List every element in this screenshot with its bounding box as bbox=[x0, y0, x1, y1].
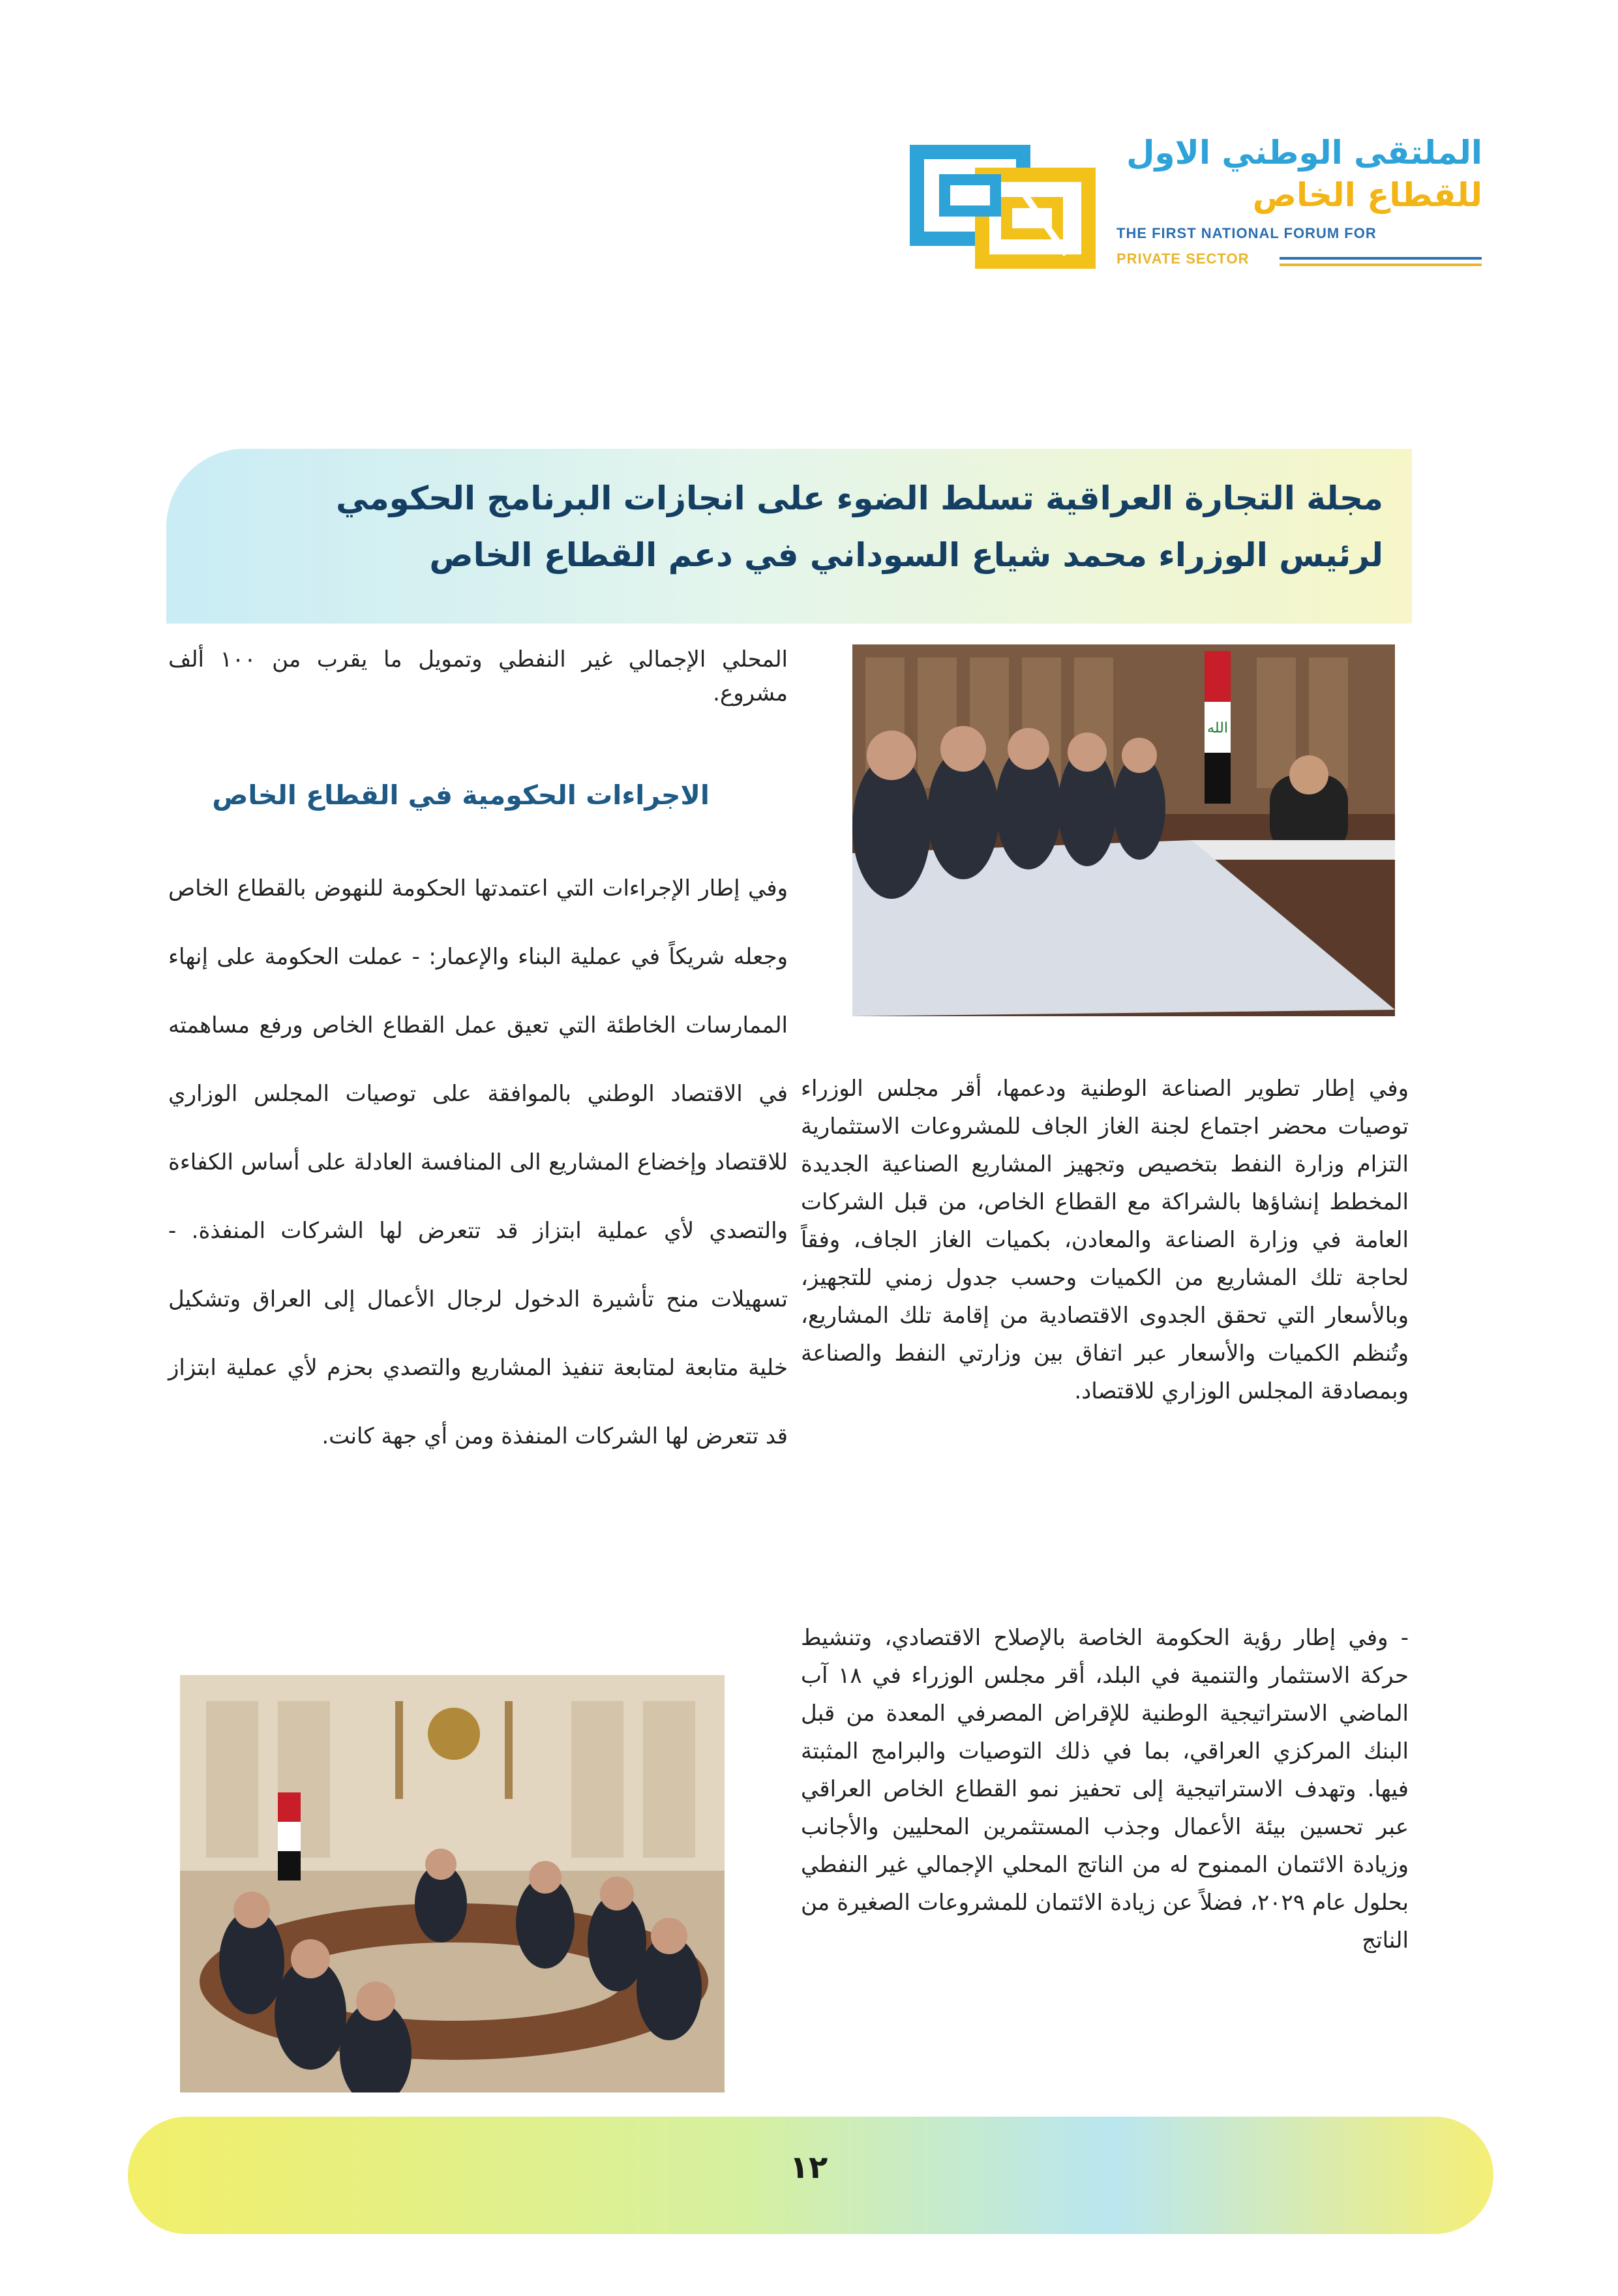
logo-english-line-1: THE FIRST NATIONAL FORUM FOR bbox=[1116, 225, 1377, 241]
right-paragraph-1: وفي إطار تطوير الصناعة الوطنية ودعمها، أقر مجلس الوزراء توصيات محضر اجتماع لجنة الغاز الجاف للمشروعات الاستثمارية التزام وزارة النفط بتخصيص وتجهيز المشاريع الصناعية الجديدة المخطط إنشاؤها بالشراكة مع القطاع الخاص، من قبل الشركات العامة في وزارة الصناعة والمعادن، بكميات الغاز الجاف، وفقاً لحاجة تلك المشاريع من الكميات وحسب جدول زمني للتجهيز، وبالأسعار التي تحقق الجدوى الاقتصادية من إقامة تلك المشاريع، وتُنظم الكميات والأسعار عبر اتفاق بين وزارتي النفط والصناعة وبمصادقة المجلس الوزاري للاقتصاد. bbox=[801, 1076, 1409, 1404]
page-title-line-1: مجلة التجارة العراقية تسلط الضوء على انجازات البرنامج الحكومي bbox=[336, 479, 1383, 517]
svg-text:الله: الله bbox=[1207, 720, 1228, 736]
left-body-text: وفي إطار الإجراءات التي اعتمدتها الحكومة للنهوض بالقطاع الخاص وجعله شريكاً في عملية البناء والإعمار: - عملت الحكومة على إنهاء الممارسات الخاطئة التي تعيق عمل القطاع الخاص ورفع مساهمته في الاقتصاد الوطني بالموافقة على توصيات المجلس الوزاري للاقتصاد وإخضاع المشاريع الى المنافسة العادلة على أساس الكفاءة والتصدي لأي عملية ابتزاز قد تتعرض لها الشركات المنفذة. - تسهيلات منح تأشيرة الدخول لرجال الأعمال إلى العراق وتشكيل خلية متابعة لمتابعة تنفيذ المشاريع والتصدي بحزم لأي عملية ابتزاز قد تتعرض لها الشركات المنفذة ومن أي جهة كانت. bbox=[168, 875, 788, 1449]
forum-logo-icon bbox=[910, 145, 1096, 269]
logo-english-line-2: PRIVATE SECTOR bbox=[1116, 250, 1250, 267]
logo-rule-bottom bbox=[1280, 264, 1482, 266]
section-heading: الاجراءات الحكومية في القطاع الخاص bbox=[212, 779, 710, 811]
cabinet-meeting-photo bbox=[852, 644, 1395, 1016]
logo-arabic-line-2: للقطاع الخاص bbox=[1252, 176, 1482, 214]
page-title-line-2: لرئيس الوزراء محمد شياع السوداني في دعم القطاع الخاص bbox=[429, 536, 1383, 574]
logo-arabic-line-1: الملتقى الوطني الاول bbox=[1126, 134, 1482, 172]
left-intro-text: المحلي الإجمالي غير النفطي وتمويل ما يقرب من ١٠٠ ألف مشروع. bbox=[168, 646, 788, 706]
page-number: ١٢ bbox=[789, 2149, 828, 2186]
logo-rule-top bbox=[1280, 257, 1482, 260]
right-paragraph-2: - وفي إطار رؤية الحكومة الخاصة بالإصلاح الاقتصادي، وتنشيط حركة الاستثمار والتنمية في البلد، أقر مجلس الوزراء في ١٨ آب الماضي الاستراتيجية الوطنية للإقراض المصرفي المعدة من قبل البنك المركزي العراقي، بما في ذلك التوصيات والبرامج المثبتة فيها. وتهدف الاستراتيجية إلى تحفيز نمو القطاع الخاص العراقي عبر تحسين بيئة الأعمال وجذب المستثمرين المحليين والأجانب وزيادة الائتمان الممنوح له من الناتج المحلي الإجمالي غير النفطي بحلول عام ٢٠٢٩، فضلاً عن زيادة الائتمان للمشروعات الصغيرة من الناتج bbox=[801, 1625, 1409, 1954]
cabinet-room-photo bbox=[180, 1675, 725, 2092]
